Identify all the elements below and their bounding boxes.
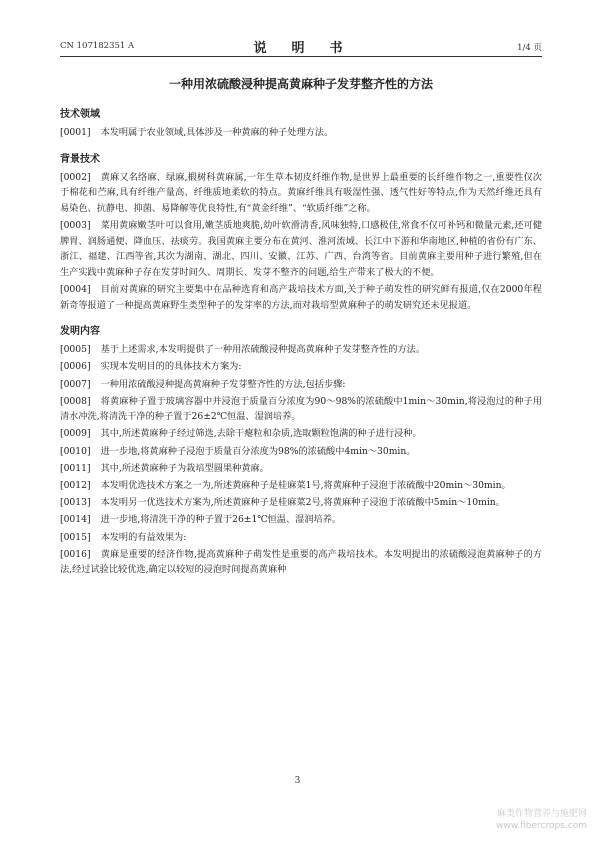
paragraph-text: 一种用浓硫酸浸种提高黄麻种子发芽整齐性的方法,包括步骤: (100, 378, 346, 390)
paragraph (60, 125, 542, 141)
site-watermark (496, 808, 587, 832)
paragraph (60, 342, 542, 358)
paragraph-number: [0013] (60, 497, 91, 509)
paragraph-number: [0012] (60, 480, 91, 492)
paragraph-text: 基于上述需求,本发明提供了一种用浓硫酸浸种提高黄麻种子发芽整齐性的方法。 (100, 344, 426, 356)
paragraph-text: 黄麻是重要的经济作物,提高黄麻种子萌发性是重要的高产栽培技术。本发明提出的浓硫酸浸泡黄麻种子的方法,经过试验比较优选,确定以较短的浸泡时间提高黄麻种 (60, 548, 542, 576)
paragraph (60, 495, 542, 511)
paragraph-text: 本发明属于农业领域,具体涉及一种黄麻的种子处理方法。 (100, 127, 334, 138)
paragraph (60, 359, 542, 375)
paragraph-text: 本发明的有益效果为: (100, 531, 187, 543)
invention-title: 一种用浓硫酸浸种提高黄麻种子发芽整齐性的方法 (168, 77, 433, 91)
paragraph-text: 将黄麻种子置于玻璃容器中并浸泡于质量百分浓度为90～98%的浓硫酸中1min～30min,将浸泡过的种子用清水冲洗,将清洗干净的种子置于26±2℃恒温、湿润培养。 (60, 395, 542, 423)
paragraph-number: [0008] (60, 395, 91, 407)
paragraph-number: [0004] (60, 283, 91, 295)
document-body (60, 108, 542, 580)
paragraph-number: [0003] (60, 219, 91, 231)
paragraph-number: [0015] (60, 531, 91, 543)
paragraph-number: [0002] (60, 171, 91, 183)
section-heading: 发明内容 (60, 326, 100, 338)
paragraph (60, 461, 542, 477)
paragraph (60, 530, 542, 546)
page-number: 3 (294, 776, 301, 786)
paragraph-number: [0011] (60, 462, 91, 474)
paragraph-number: [0001] (60, 127, 91, 138)
document-header (60, 37, 542, 55)
patent-number: CN 107182351 A (60, 41, 135, 51)
paragraph-text: 其中,所述黄麻种子经过筛选,去除干瘪粒和杂质,选取颗粒饱满的种子进行浸种。 (100, 428, 422, 440)
paragraph-number: [0016] (60, 548, 91, 560)
paragraph (60, 426, 542, 442)
paragraph-text: 其中,所述黄麻种子为栽培型圆果种黄麻。 (100, 462, 269, 474)
paragraph-number: [0009] (60, 428, 91, 440)
section-heading: 技术领域 (60, 109, 100, 120)
paragraph-number: [0006] (60, 361, 91, 373)
paragraph-text: 本发明另一优选技术方案为,所述黄麻种子是桂麻菜2号,将黄麻种子浸泡于浓硫酸中5min～10min。 (100, 497, 505, 509)
paragraph-text: 菜用黄麻嫩茎叶可以食用,嫩茎质地爽脆,幼叶软滑清香,风味独特,口感极佳,常食不仅可补钙和微量元素,还可健脾胃、润肠通便、降血压、祛痰劳。我国黄麻主要分布在黄河、淮河流域、长江中下游和华南地区,种植的省份有广东、浙江、福建、江西等省,其次为湖南、湖北、四川、安徽、江苏、广西、台湾等省。目前黄麻主要用种子进行繁殖,但在生产实践中黄麻种子存在发芽时间久、周期长、发芽不整齐的问题,给生产带来了极大的不便。 (60, 219, 542, 278)
header-divider (60, 56, 542, 57)
watermark-site-name: 麻类作物营养与施肥网 (496, 809, 587, 819)
document-type-title: 说 明 书 (253, 41, 349, 56)
paragraph (60, 282, 542, 313)
paragraph-text: 本发明优选技术方案之一为,所述黄麻种子是桂麻菜1号,将黄麻种子浸泡于浓硫酸中20min～30min。 (100, 480, 511, 492)
paragraph-number: [0014] (60, 514, 91, 526)
paragraph-text: 进一步地,将黄麻种子浸泡于质量百分浓度为98%的浓硫酸中4min～30min。 (100, 445, 416, 457)
watermark-url: www.fibercrops.com (496, 821, 587, 831)
paragraph (60, 377, 542, 393)
paragraph-text: 目前对黄麻的研究主要集中在品种选育和高产栽培技术方面,关于种子萌发性的研究鲜有报道,仅在2000年程新奇等报道了一种提高黄麻野生类型种子的发芽率的方法,而对栽培型黄麻种子的萌发研究还未见报道。 (60, 283, 542, 311)
paragraph (60, 547, 542, 578)
paragraph-number: [0007] (60, 378, 91, 390)
paragraph (60, 218, 542, 280)
paragraph (60, 444, 542, 460)
paragraph-text: 黄麻又名络麻、绿麻,椴树科黄麻属,一年生草本韧皮纤维作物,是世界上最重要的长纤维作物之一,重要性仅次于棉花和苎麻,具有纤维产量高、纤维质地柔软的特点。黄麻纤维具有吸湿性强、透气性好等特点,作为天然纤维还具有易染色、抗静电、抑菌、易降解等优良特性,有“黄金纤维”、“软质纤维”之称。 (60, 171, 542, 214)
paragraph-text: 进一步地,将清洗干净的种子置于26±1℃恒温、湿润培养。 (100, 514, 342, 526)
section-heading: 背景技术 (60, 153, 100, 165)
page-indicator: 1/4 页 (517, 43, 542, 53)
paragraph (60, 394, 542, 425)
paragraph-text: 实现本发明目的的具体技术方案为: (100, 361, 242, 373)
paragraph (60, 478, 542, 494)
paragraph-number: [0010] (60, 445, 91, 457)
paragraph (60, 170, 542, 217)
paragraph (60, 512, 542, 528)
paragraph-number: [0005] (60, 344, 91, 356)
